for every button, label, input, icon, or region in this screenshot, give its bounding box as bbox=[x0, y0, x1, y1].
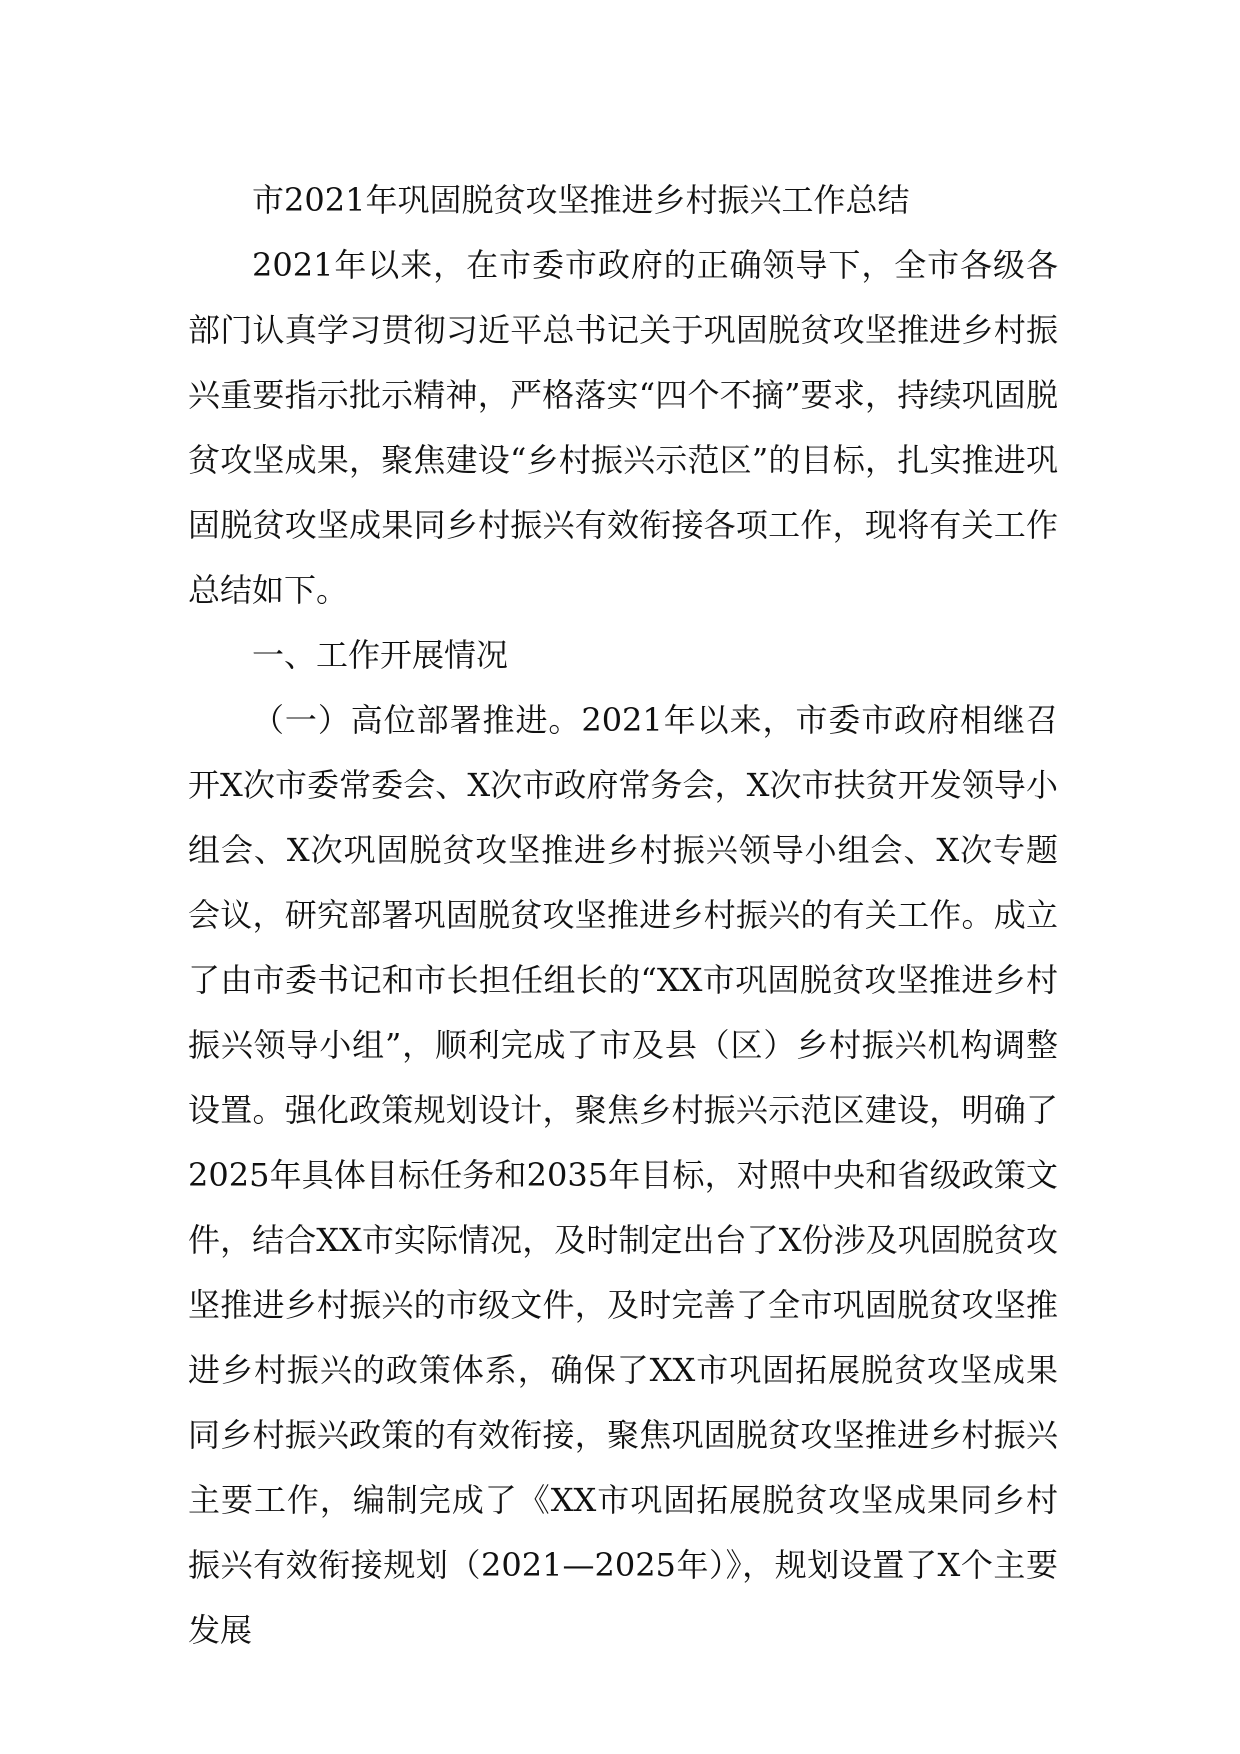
section-paragraph: （一）高位部署推进。2021年以来，市委市政府相继召开X次市委常委会、X次市政府常务会，X次市扶贫开发领导小组会、X次巩固脱贫攻坚推进乡村振兴领导小组会、X次专题会议，研究部署巩固脱贫攻坚推进乡村振兴的有关工作。成立了由市委书记和市长担任组长的“XX市巩固脱贫攻坚推进乡村振兴领导小组”，顺利完成了市及县（区）乡村振兴机构调整设置。强化政策规划设计，聚焦乡村振兴示范区建设，明确了2025年具体目标任务和2035年目标，对照中央和省级政策文件，结合XX市实际情况，及时制定出台了X份涉及巩固脱贫攻坚推进乡村振兴的市级文件，及时完善了全市巩固脱贫攻坚推进乡村振兴的政策体系，确保了XX市巩固拓展脱贫攻坚成果同乡村振兴政策的有效衔接，聚焦巩固脱贫攻坚推进乡村振兴主要工作，编制完成了《XX市巩固拓展脱贫攻坚成果同乡村振兴有效衔接规划（2021—2025年）》，规划设置了X个主要发展 bbox=[188, 701, 1058, 1649]
document-title: 市2021年巩固脱贫攻坚推进乡村振兴工作总结 bbox=[252, 181, 910, 219]
section-heading: 一、工作开展情况 bbox=[252, 636, 509, 674]
intro-paragraph: 2021年以来，在市委市政府的正确领导下，全市各级各部门认真学习贯彻习近平总书记关于巩固脱贫攻坚推进乡村振兴重要指示批示精神，严格落实“四个不摘”要求，持续巩固脱贫攻坚成果，聚焦建设“乡村振兴示范区”的目标，扎实推进巩固脱贫攻坚成果同乡村振兴有效衔接各项工作，现将有关工作总结如下。 bbox=[188, 246, 1058, 609]
document-body bbox=[188, 168, 1058, 1663]
